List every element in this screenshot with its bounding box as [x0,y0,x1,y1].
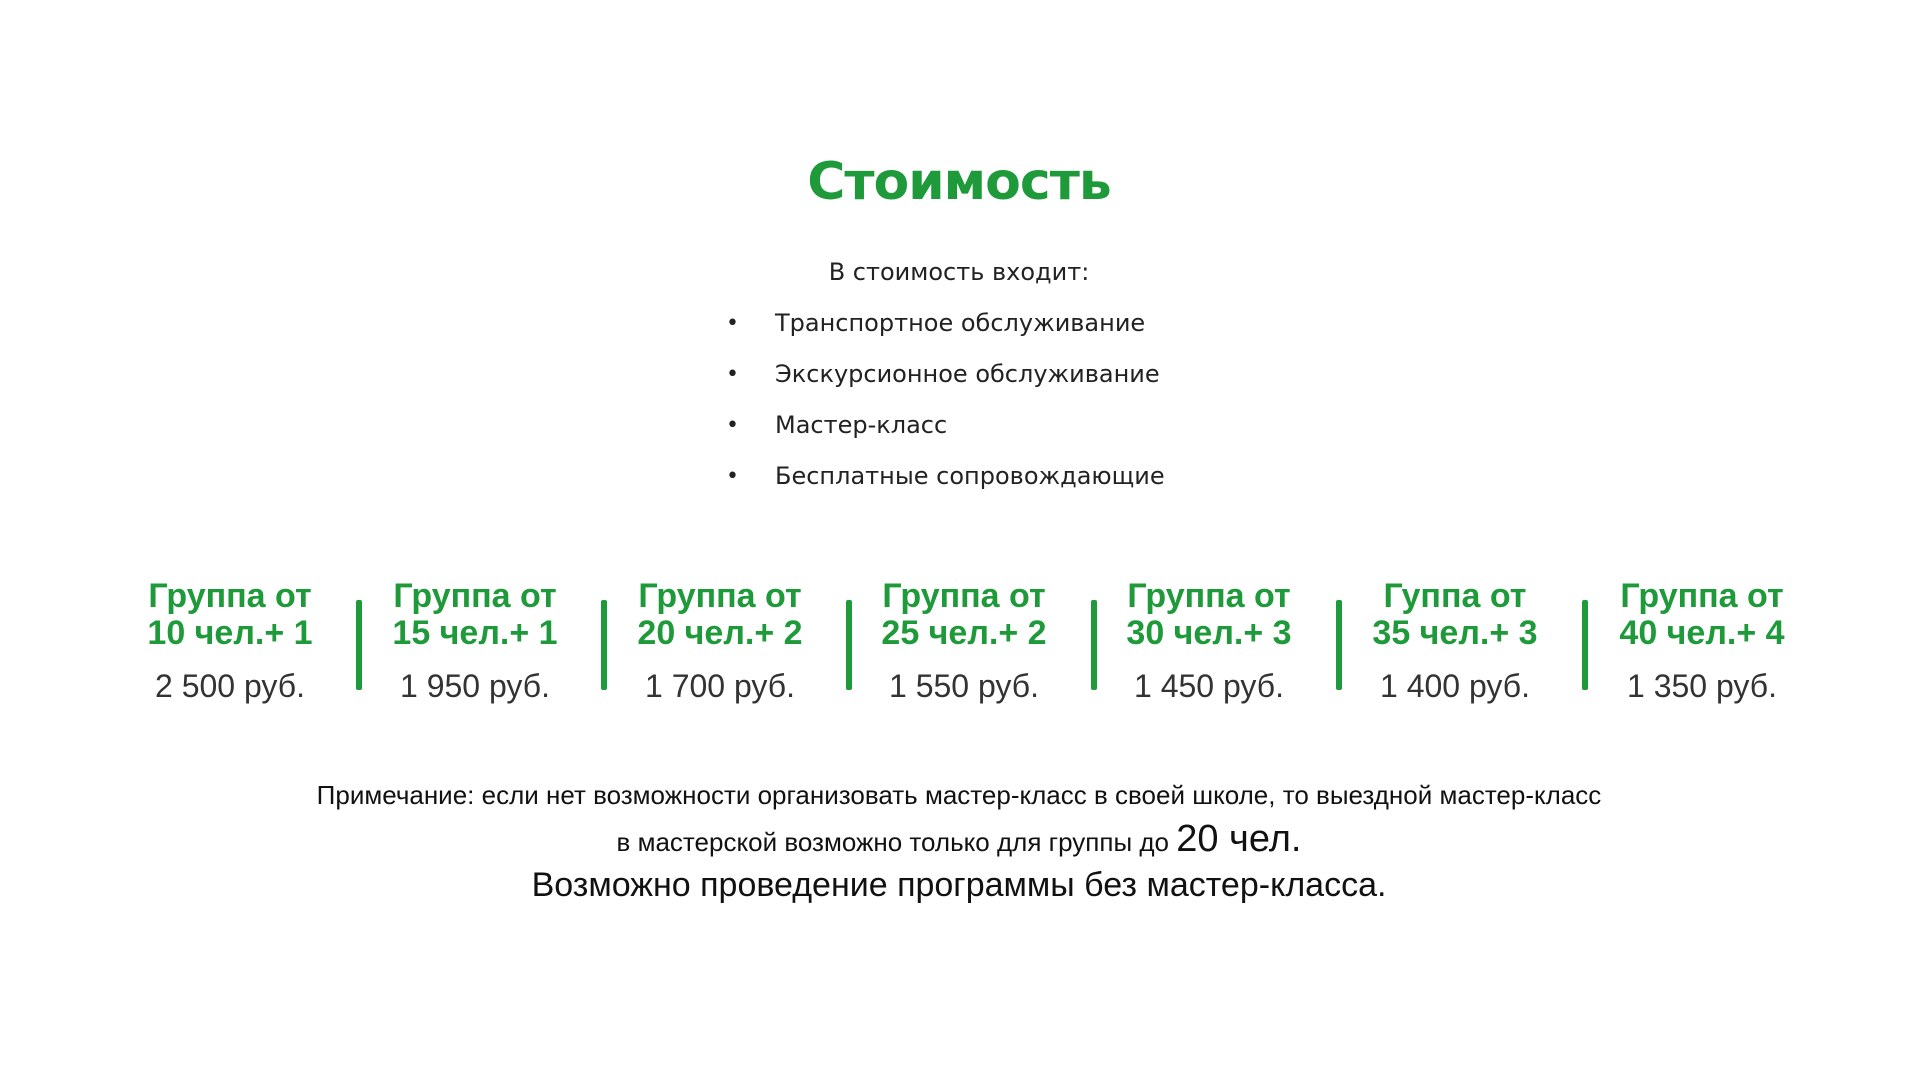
list-item [726,298,1165,349]
price-value: 2 500 руб. [155,668,305,704]
group-size-label [375,578,575,652]
group-label-line1: Группа от [148,577,312,615]
group-size-label [130,578,330,652]
price-table [130,578,1810,718]
price-column [864,578,1064,705]
group-label-line2: 35 чел.+ 3 [1372,614,1538,652]
page-title: Стоимость [807,152,1111,212]
column-divider [846,600,852,690]
group-label-line2: 25 чел.+ 2 [881,614,1047,652]
group-label-line1: Группа от [1620,577,1784,615]
group-label-line1: Группа от [1127,577,1291,615]
group-size-label [1602,578,1802,652]
bullet-icon: • [726,413,739,438]
group-label-line2: 40 чел.+ 4 [1619,614,1785,652]
list-item [726,349,1165,400]
note-line-2-text: в мастерской возможно только для группы до [616,827,1169,857]
column-divider [1091,600,1097,690]
group-label-line2: 20 чел.+ 2 [637,614,803,652]
bullet-icon: • [726,464,739,489]
list-item-label: Бесплатные сопровождающие [775,462,1165,490]
list-item-label: Экскурсионное обслуживание [775,360,1160,388]
list-item [726,451,1165,502]
list-item [726,400,1165,451]
list-item-label: Мастер-класс [775,411,948,439]
note-line-1: Примечание: если нет возможности организовать мастер-класс в своей школе, то выездной мастер-класс [316,780,1602,810]
column-divider [601,600,607,690]
price-column [620,578,820,705]
price-column [1602,578,1802,705]
group-size-label [1109,578,1309,652]
group-label-line2: 15 чел.+ 1 [392,614,558,652]
group-label-line2: 10 чел.+ 1 [147,614,313,652]
price-column [1109,578,1309,705]
note-group-limit: 20 чел. [1176,818,1302,860]
group-label-line2: 30 чел.+ 3 [1126,614,1292,652]
column-divider [1582,600,1588,690]
includes-list [726,298,1165,502]
note-line-3: Возможно проведение программы без мастер-класса. [531,866,1387,904]
price-column [375,578,575,705]
note-line-2 [0,818,1918,861]
group-label-line1: Группа от [638,577,802,615]
column-divider [1336,600,1342,690]
price-value: 1 450 руб. [1134,668,1284,704]
price-value: 1 350 руб. [1627,668,1777,704]
group-size-label [620,578,820,652]
group-size-label [1355,578,1555,652]
price-value: 1 700 руб. [645,668,795,704]
group-label-line1: Группа от [882,577,1046,615]
group-label-line1: Гуппа от [1383,577,1527,615]
bullet-icon: • [726,362,739,387]
price-value: 1 950 руб. [400,668,550,704]
list-item-label: Транспортное обслуживание [775,309,1146,337]
price-column [1355,578,1555,705]
group-size-label [864,578,1064,652]
price-column [130,578,330,705]
group-label-line1: Группа от [393,577,557,615]
includes-heading: В стоимость входит: [828,258,1090,286]
column-divider [356,600,362,690]
price-value: 1 400 руб. [1380,668,1530,704]
bullet-icon: • [726,311,739,336]
price-value: 1 550 руб. [889,668,1039,704]
